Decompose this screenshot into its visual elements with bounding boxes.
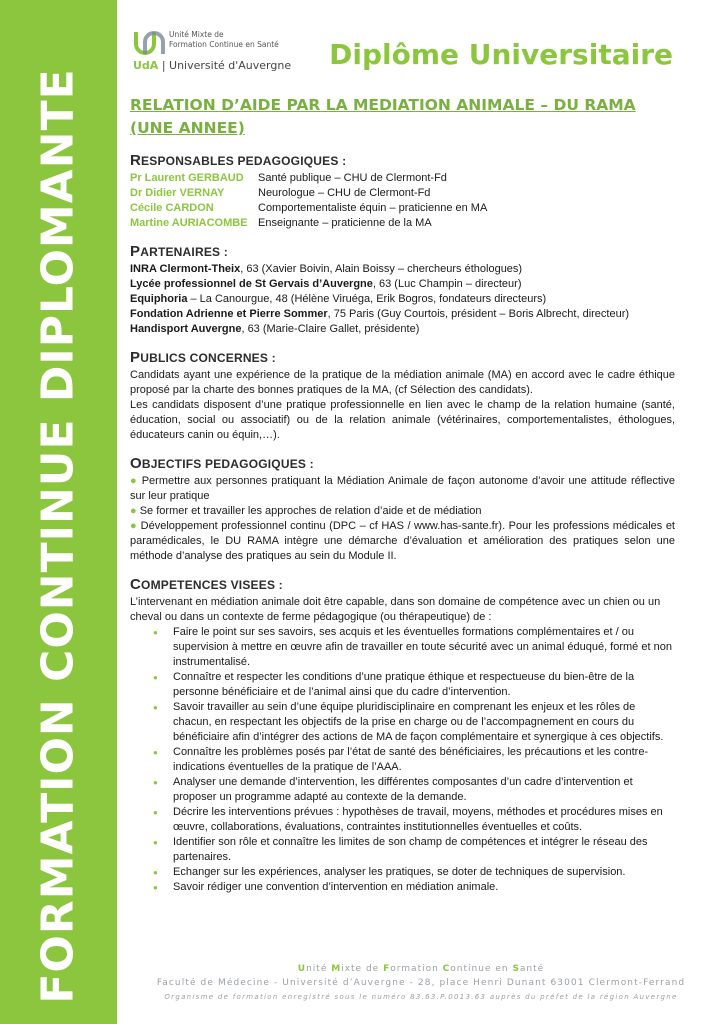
- section-competences: [130, 577, 675, 895]
- competence-item: ● Connaître et respecter les conditions d’une pratique éthique et respectueuse du bien-être de la personne bénéficiaire et de l’animal ainsi que du cadre d’intervention.: [173, 670, 675, 700]
- responsables-list: [130, 171, 675, 231]
- objectif-text: Développement professionnel continu (DPC – cf HAS / www.has-sante.fr). Pour les professions médicales et paramédicales, le DU RAMA intègre une démarche d’évaluation et amélioration des pratiques selon une méthode d’analyse des pratiques au sein du Module II.: [130, 520, 675, 562]
- footer-unit-part: F: [383, 964, 391, 974]
- competence-item: ● Connaître les problèmes posés par l’état de santé des bénéficiaires, les précautions et les contre-indications éventuelles de la pratique de l’AAA.: [173, 745, 675, 775]
- competence-item: ● Décrire les interventions prévues : hypothèses de travail, moyens, méthodes et procédures mises en œuvre, collaborations, évaluations, contraintes institutionnelles éventuelles et coûts.: [173, 805, 675, 835]
- partenaire-details: , 75 Paris (Guy Courtois, président – Boris Albrecht, directeur): [327, 308, 630, 320]
- logo-university-name: Université d'Auvergne: [169, 59, 292, 72]
- competence-item: ● Savoir rédiger une convention d’intervention en médiation animale.: [173, 880, 675, 895]
- footer-address: Faculté de Médecine - Université d’Auvergne - 28, place Henri Dunant 63001 Clermont-Ferrand: [156, 978, 686, 988]
- footer-unit-part: ormation: [390, 964, 443, 974]
- heading-publics: PUBLICS CONCERNES :: [130, 349, 276, 366]
- responsable-row: [130, 186, 675, 201]
- competence-item: ● Identifier son rôle et connaître les limites de son champ de compétences et intégrer le réseau des partenaires.: [173, 835, 675, 865]
- responsable-row: [130, 201, 675, 216]
- partenaire-row: [130, 277, 675, 292]
- responsable-role: Comportementaliste équin – praticienne en MA: [258, 202, 488, 214]
- responsable-row: [130, 216, 675, 231]
- partenaire-details: , 63 (Xavier Boivin, Alain Boissy – chercheurs éthologues): [240, 263, 523, 275]
- sidebar-vertical-title: FORMATION CONTINUE DIPLOMANTE: [32, 68, 84, 1004]
- footer-unit-part: ixte de: [341, 964, 384, 974]
- section-objectifs: [130, 456, 675, 564]
- responsable-name: Pr Laurent GERBAUD: [130, 172, 244, 184]
- publics-paragraph-1: Candidats ayant une expérience de la pratique de la médiation animale (MA) en accord avec le cadre éthique proposé par la charte des bonnes pratiques de la MA, (cf Sélection des candidats).: [130, 369, 675, 396]
- responsable-role: Santé publique – CHU de Clermont-Fd: [258, 172, 447, 184]
- objectif-item: [130, 519, 675, 564]
- footer-unit-name: [117, 964, 725, 974]
- objectif-item: [130, 504, 675, 519]
- responsable-role: Enseignante – praticienne de la MA: [258, 217, 432, 229]
- responsable-name: Cécile CARDON: [130, 202, 214, 214]
- partenaire-name: INRA Clermont-Theix: [130, 263, 241, 275]
- responsable-name: Martine AURIACOMBE: [130, 217, 248, 229]
- partenaire-name: Lycée professionnel de St Gervais d’Auvergne: [130, 278, 373, 290]
- sidebar-band: [0, 0, 117, 1024]
- diploma-title: Diplôme Universitaire: [329, 38, 673, 71]
- section-partenaires: [130, 244, 675, 337]
- heading-responsables: RESPONSABLES PEDAGOGIQUES :: [130, 152, 347, 169]
- objectif-item: [130, 474, 675, 504]
- competence-item: ● Faire le point sur ses savoirs, ses acquis et les éventuelles formations complémentaires et / ou supervision à mettre en œuvre afin de travailler en toute sécurité avec un animal éduqué, formé et non instrumentalisé.: [173, 625, 675, 670]
- competences-list: [130, 625, 675, 895]
- logo-university: UdA | Université d'Auvergne: [133, 59, 292, 72]
- competence-item: ● Analyser une demande d’intervention, les différentes composantes d’un cadre d’intervention et proposer un programme adapté au contexte de la demande.: [173, 775, 675, 805]
- footer-unit-part: nité: [306, 964, 332, 974]
- heading-objectifs: OBJECTIFS PEDAGOGIQUES :: [130, 455, 314, 472]
- section-publics: [130, 350, 675, 443]
- footer-unit-part: M: [331, 964, 342, 974]
- title-line-1: RELATION D’AIDE PAR LA MEDIATION ANIMALE – DU RAMA: [130, 96, 636, 114]
- page-title: [130, 94, 670, 140]
- partenaire-details: – La Canourgue, 48 (Hélène Viruéga, Erik Bogros, fondateurs directeurs): [187, 293, 547, 305]
- logo-line-1: Unité Mixte de: [169, 30, 224, 39]
- partenaire-row: [130, 307, 675, 322]
- heading-partenaires: PARTENAIRES :: [130, 243, 228, 260]
- publics-paragraph-2: Les candidats disposent d’une pratique professionnelle en lien avec le champ de la relation humaine (santé, éducation, social ou associatif) ou de la relation animale (vétérinaires, comportementalistes, éthologues, éducateurs canin ou équin,…).: [130, 399, 675, 441]
- competence-item: ● Savoir travailler au sein d’une équipe pluridisciplinaire en comprenant les enjeux et les rôles de chacun, en respectant les objectifs de la prise en charge ou de l’accompagnement en cours du bénéficiaire afin d’intégrer des actions de MA de façon complémentaire et synergique à ces objectifs.: [173, 700, 675, 745]
- partenaire-name: Fondation Adrienne et Pierre Sommer: [130, 308, 328, 320]
- heading-competences: COMPETENCES VISEES :: [130, 576, 283, 593]
- footer-unit-part: S: [512, 964, 520, 974]
- objectif-text: Se former et travailler les approches de relation d’aide et de médiation: [139, 505, 482, 517]
- section-responsables: [130, 153, 675, 231]
- competence-item: ● Echanger sur les expériences, analyser les pratiques, se doter de techniques de supervision.: [173, 865, 675, 880]
- bullet-icon: ●: [130, 505, 137, 517]
- responsable-role: Neurologue – CHU de Clermont-Fd: [258, 187, 431, 199]
- partenaire-row: [130, 322, 675, 337]
- footer-unit-part: C: [442, 964, 451, 974]
- uda-logo: [133, 30, 313, 74]
- partenaire-row: [130, 292, 675, 307]
- partenaire-details: , 63 (Luc Champin – directeur): [372, 278, 522, 290]
- logo-line-2: Formation Continue en Santé: [169, 40, 279, 49]
- main-content: [130, 153, 675, 908]
- competences-intro: L’intervenant en médiation animale doit être capable, dans son domaine de compétence avec un chien ou un cheval ou dans un contexte de ferme pédagogique (ou thérapeutique) de :: [130, 596, 661, 623]
- objectifs-list: [130, 474, 675, 564]
- objectif-text: Permettre aux personnes pratiquant la Médiation Animale de façon autonome d’avoir une attitude réflective sur leur pratique: [130, 475, 675, 502]
- bullet-icon: ●: [130, 520, 138, 532]
- footer-registration: Organisme de formation enregistré sous le numéro 83.63.P.0013.63 auprès du préfet de la région Auvergne: [164, 993, 678, 1001]
- footer-unit-part: U: [297, 964, 307, 974]
- uda-logo-icon: [133, 30, 165, 56]
- partenaire-row: [130, 262, 675, 277]
- title-line-2: (UNE ANNEE): [130, 119, 245, 137]
- footer-unit-part: ontinue en: [450, 964, 513, 974]
- logo-uda: UdA: [133, 59, 159, 72]
- partenaire-name: Equiphoria: [130, 293, 188, 305]
- responsable-row: [130, 171, 675, 186]
- footer-unit-part: anté: [519, 964, 545, 974]
- responsable-name: Dr Didier VERNAY: [130, 187, 225, 199]
- partenaire-details: , 63 (Marie-Claire Gallet, présidente): [241, 323, 420, 335]
- partenaire-name: Handisport Auvergne: [130, 323, 242, 335]
- partenaires-list: [130, 262, 675, 337]
- bullet-icon: ●: [130, 475, 138, 487]
